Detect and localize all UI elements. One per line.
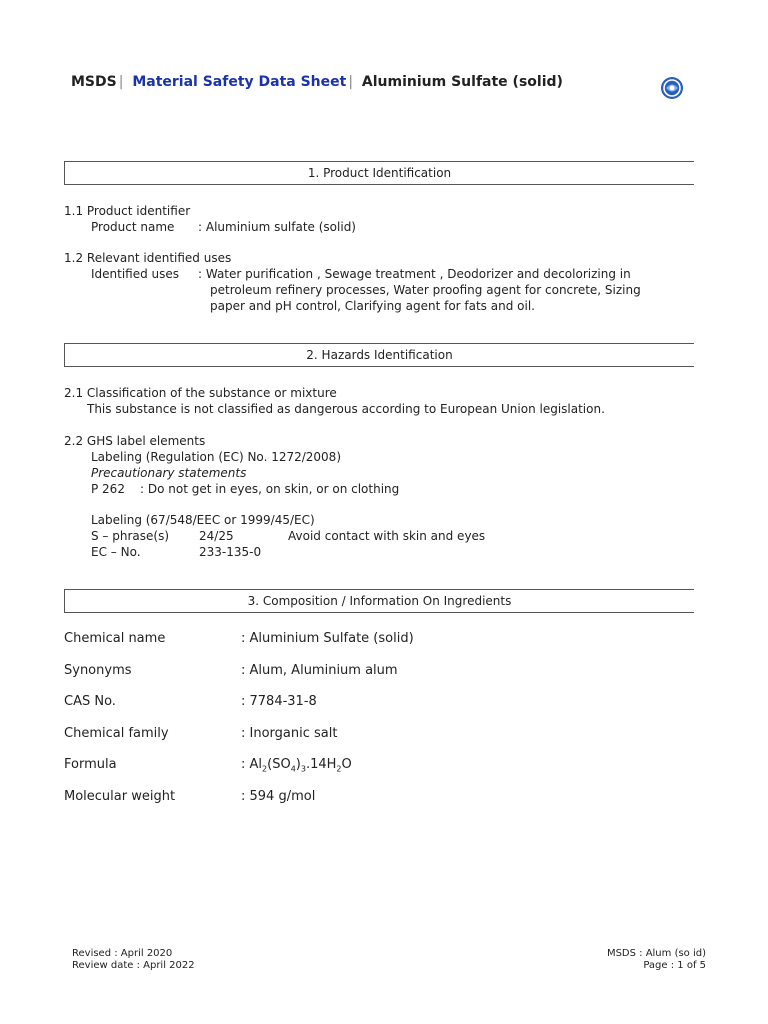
product-name-value: : Aluminium sulfate (solid) (198, 220, 356, 234)
section-1-title: 1. Product Identification (307, 166, 452, 180)
footer-revised: Revised : April 2020 (72, 948, 173, 959)
subsection-1-2-heading: 1.2 Relevant identified uses (64, 251, 232, 265)
identified-uses-line-3: paper and pH control, Clarifying agent for fats and oil. (210, 299, 535, 313)
composition-value: : Aluminium Sulfate (solid) (241, 631, 414, 646)
subsection-2-1-heading: 2.1 Classification of the substance or mixture (64, 386, 337, 400)
formula-label: Formula (64, 757, 117, 772)
formula-value: : $Al_2(SO_4)_3.14H_2O$ (241, 757, 352, 774)
s-phrase-text: Avoid contact with skin and eyes (288, 529, 486, 543)
composition-label: Chemical name (64, 631, 166, 646)
section-2-title: 2. Hazards Identification (306, 348, 453, 362)
composition-value: : 7784-31-8 (241, 694, 317, 709)
header-msds: MSDS (71, 74, 117, 90)
p262-text: : Do not get in eyes, on skin, or on clothing (140, 482, 400, 496)
footer-doc-id: MSDS : Alum (so id) (606, 948, 706, 959)
section-3-header (64, 589, 694, 613)
composition-value: : Alum, Aluminium alum (241, 663, 398, 678)
classification-text: This substance is not classified as dangerous according to European Union legislation. (87, 402, 605, 416)
identified-uses-line-2: petroleum refinery processes, Water proofing agent for concrete, Sizing (210, 283, 641, 297)
section-3-title: 3. Composition / Information On Ingredients (247, 594, 512, 608)
composition-label: Synonyms (64, 663, 132, 678)
ec-number-label: EC – No. (91, 545, 141, 559)
precautionary-statements: Precautionary statements (91, 466, 247, 480)
header-separator: | (348, 74, 354, 90)
molecular-weight-label: Molecular weight (64, 789, 176, 804)
document-header (71, 74, 563, 90)
ec-number-value: 233-135-0 (199, 545, 262, 559)
subsection-1-1-heading: 1.1 Product identifier (64, 204, 191, 218)
labeling-regulation: Labeling (Regulation (EC) No. 1272/2008) (91, 450, 341, 464)
company-logo-icon (660, 76, 684, 100)
header-product: Aluminium Sulfate (solid) (361, 74, 563, 90)
identified-uses-label: Identified uses (91, 267, 180, 281)
composition-label: CAS No. (64, 694, 116, 709)
s-phrase-code: 24/25 (199, 529, 234, 543)
section-2-header (64, 343, 694, 367)
footer-page-number: Page : 1 of 5 (643, 960, 706, 971)
header-separator: | (118, 74, 124, 90)
footer-review-date: Review date : April 2022 (72, 960, 195, 971)
p262-code: P 262 (91, 482, 125, 496)
composition-label: Chemical family (64, 726, 169, 741)
molecular-weight-value: : 594 g/mol (241, 789, 316, 804)
product-name-label: Product name (91, 220, 175, 234)
identified-uses-line-1: : Water purification , Sewage treatment , Deodorizer and decolorizing in (198, 267, 631, 281)
header-title: Material Safety Data Sheet (132, 74, 347, 90)
subsection-2-2-heading: 2.2 GHS label elements (64, 434, 206, 448)
section-1-header (64, 161, 694, 185)
composition-value: : Inorganic salt (241, 726, 338, 741)
labeling-eec: Labeling (67/548/EEC or 1999/45/EC) (91, 513, 315, 527)
s-phrase-label: S – phrase(s) (91, 529, 170, 543)
